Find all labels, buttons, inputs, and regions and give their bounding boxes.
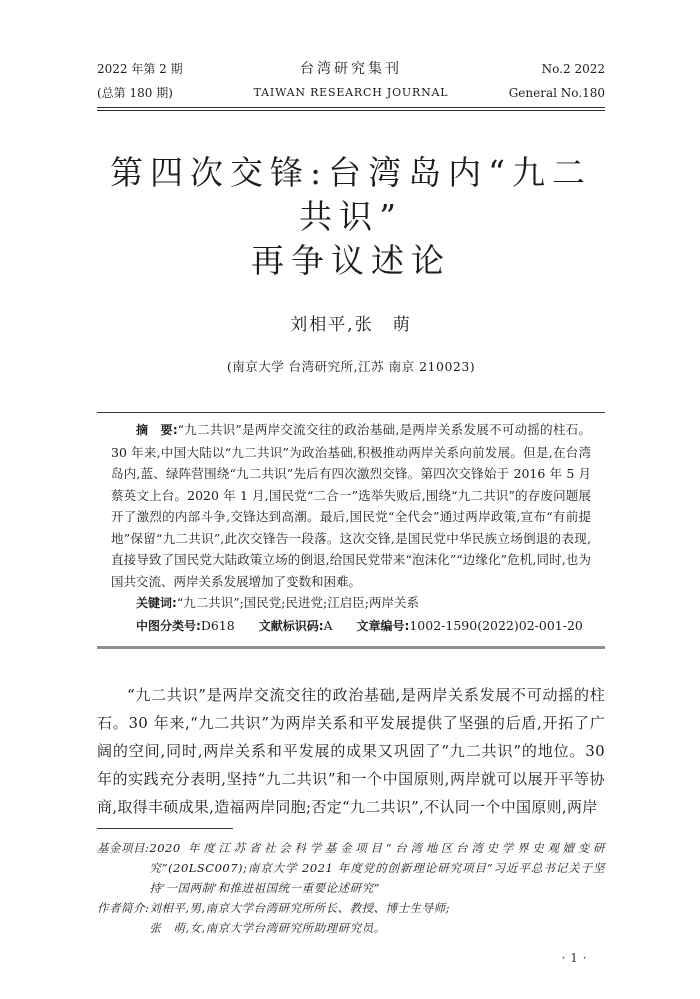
clc-label: 中图分类号: xyxy=(136,618,201,633)
keywords-label: 关键词: xyxy=(136,596,177,610)
issue-info-en xyxy=(485,57,605,105)
author-bio-line-2: 张 萌,女,南京大学台湾研究所助理研究员。 xyxy=(149,921,386,935)
fund-text: 2020 年度江苏省社会科学基金项目“台湾地区台湾史学界史观嬗变研究”(20LSC007);南京大学 2021 年度党的创新理论研究项目“习近平总书记关于坚持‘一国两制’和推进祖国统一重要论述研究” xyxy=(149,841,605,895)
page-number: · 1 · xyxy=(561,951,587,965)
abstract-paragraph xyxy=(111,419,591,592)
fund-label: 基金项目: xyxy=(97,841,150,855)
abstract-text: “九二共识”是两岸交流交往的政治基础,是两岸关系发展不可动摇的柱石。30 年来,中国大陆以“九二共识”为政治基础,积极推动两岸关系向前发展。但是,在台湾岛内,蓝、绿阵营围绕“九二共识”先后有四次激烈交锋。第四次交锋始于 2016 年 5 月蔡英文上台。2020 年 1 月,国民党“二合一”选举失败后,围绕“九二共识”的存废问题展开了激烈的内部斗争,交锋达到高潮。最后,国民党“全代会”通过两岸政策,宣布“有前提地”保留“九二共识”,此次交锋告一段落。这次交锋,是国民党中华民族立场倒退的表现,直接导致了国民党大陆政策立场的倒退,给国民党带来“泡沫化”“边缘化”危机,同时,也为国共交流、两岸关系发展增加了变数和困难。 xyxy=(111,422,591,589)
clc-group xyxy=(136,618,235,633)
author-bio-note xyxy=(97,898,605,938)
body-paragraph: “九二共识”是两岸交流交往的政治基础,是两岸关系发展不可动摇的柱石。30 年来,“九二共识”为两岸关系和平发展提供了坚强的后盾,开拓了广阔的空间,同时,两岸关系和平发展的成果又巩固了“九二共识”的地位。30 年的实践充分表明,坚持“九二共识”和一个中国原则,两岸就可以展开平等协商,取得丰硕成果,造福两岸同胞;否定“九二共识”,不认同一个中国原则,两岸 xyxy=(97,686,605,816)
issue-cn-line2: (总第 180 期) xyxy=(97,86,173,100)
journal-header xyxy=(97,0,605,105)
affiliation: (南京大学 台湾研究所,江苏 南京 210023) xyxy=(226,359,476,374)
classification-line xyxy=(111,615,591,638)
doc-code-value: A xyxy=(323,617,333,633)
issue-info-cn xyxy=(97,57,217,105)
article-id-group xyxy=(357,618,583,633)
clc-value: D618 xyxy=(200,617,235,633)
issue-en-line2: General No.180 xyxy=(508,86,605,100)
abstract-divider-top xyxy=(97,412,605,413)
author-bio-label: 作者简介: xyxy=(97,901,150,915)
title-line-2: 再争议述论 xyxy=(251,241,451,280)
keywords-line xyxy=(111,592,591,615)
abstract-divider-bottom xyxy=(97,646,605,649)
authors: 刘相平,张 萌 xyxy=(290,315,412,335)
author-bio-line-1: 刘相平,男,南京大学台湾研究所所长、教授、博士生导师; xyxy=(149,901,451,915)
fund-project-note xyxy=(97,838,605,898)
abstract-section xyxy=(111,419,591,637)
journal-name-en: TAIWAN RESEARCH JOURNAL xyxy=(253,86,449,99)
issue-en-line1: No.2 2022 xyxy=(541,62,605,76)
article-id-value: 1002-1590(2022)02-001-20 xyxy=(409,617,583,633)
doc-code-group xyxy=(259,618,333,633)
header-divider xyxy=(97,107,605,111)
journal-name-cn: 台湾研究集刊 xyxy=(300,61,402,77)
title-line-1: 第四次交锋:台湾岛内“九二共识” xyxy=(110,153,592,236)
keywords-text: “九二共识”;国民党;民进党;江启臣;两岸关系 xyxy=(176,595,419,610)
author-bio-text xyxy=(149,898,605,938)
issue-cn-line1: 2022 年第 2 期 xyxy=(97,62,183,76)
article-id-label: 文章编号: xyxy=(356,618,410,633)
footnotes xyxy=(97,838,605,968)
abstract-label: 摘 要: xyxy=(136,423,178,437)
doc-code-label: 文献标识码: xyxy=(258,618,324,633)
footnote-divider xyxy=(97,828,233,829)
journal-name xyxy=(217,57,485,105)
article-title xyxy=(97,151,605,283)
